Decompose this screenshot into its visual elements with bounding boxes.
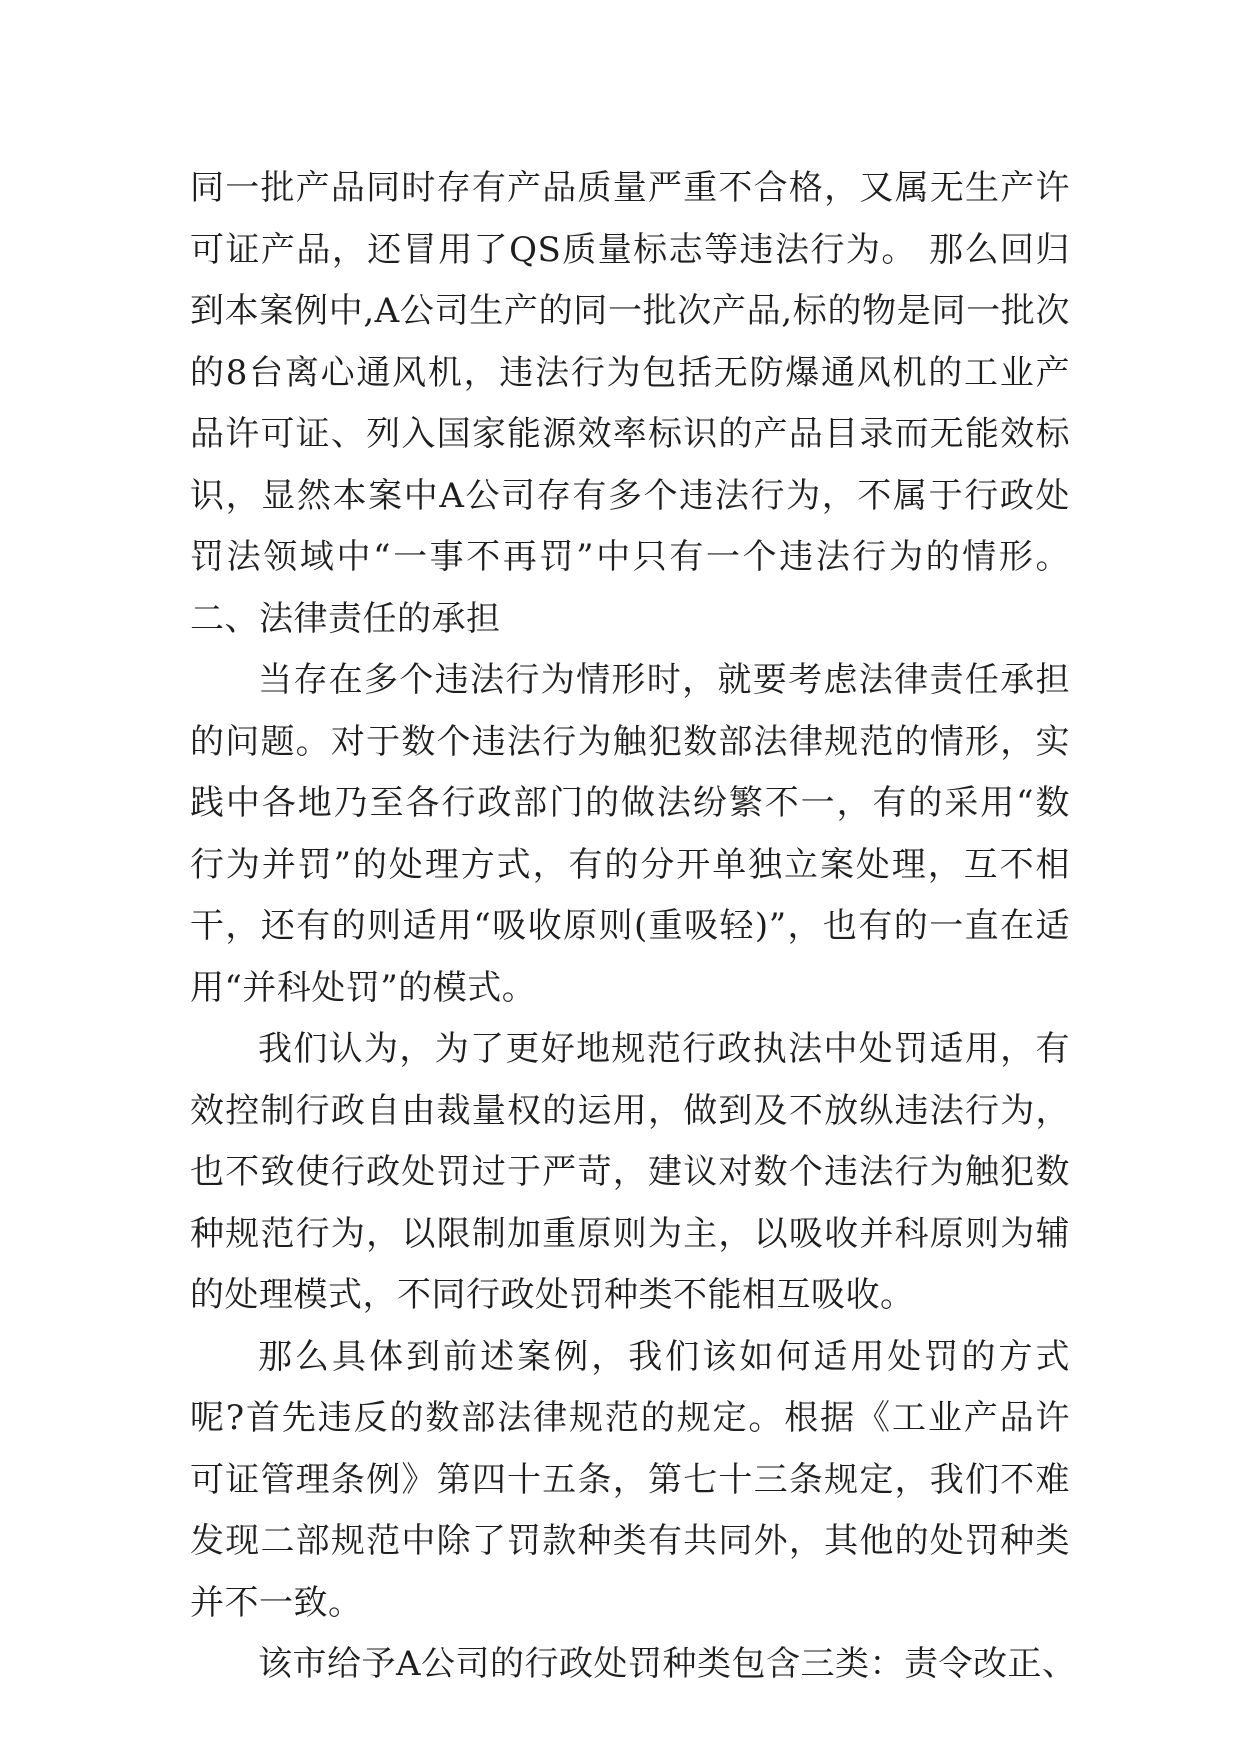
paragraph-3: 我们认为，为了更好地规范行政执法中处罚适用，有效控制行政自由裁量权的运用，做到及不放纵违法行为，也不致使行政处罚过于严苛，建议对数个违法行为触犯数种规范行为，以限制加重原则为主，以吸收并科原则为辅的处理模式，不同行政处罚种类不能相互吸收。 — [190, 1029, 1070, 1315]
paragraph-4: 那么具体到前述案例，我们该如何适用处罚的方式呢?首先违反的数部法律规范的规定。根据《工业产品许可证管理条例》第四十五条，第七十三条规定，我们不难发现二部规范中除了罚款种类有共同外，其他的处罚种类并不一致。 — [190, 1336, 1070, 1623]
paragraph-1: 同一批产品同时存有产品质量严重不合格，又属无生产许可证产品，还冒用了QS质量标志等违法行为。 那么回归到本案例中,A公司生产的同一批次产品,标的物是同一批次的8台离心通风机，违法行为包括无防爆通风机的工业产品许可证、列入国家能源效率标识的产品目录而无能效标识，显然本案中A公司存有多个违法行为，不属于行政处罚法领域中“一事不再罚”中只有一个违法行为的情形。二、法律责任的承担 — [190, 168, 1070, 639]
body-text — [190, 158, 1077, 1696]
paragraph-2: 当存在多个违法行为情形时，就要考虑法律责任承担的问题。对于数个违法行为触犯数部法律规范的情形，实践中各地乃至各行政部门的做法纷繁不一，有的采用“数行为并罚”的处理方式，有的分开单独立案处理，互不相干，还有的则适用“吸收原则(重吸轻)”，也有的一直在适用“并科处罚”的模式。 — [190, 660, 1070, 1008]
paragraph-5: 该市给予A公司的行政处罚种类包含三类：责令改正、 — [258, 1644, 1077, 1684]
